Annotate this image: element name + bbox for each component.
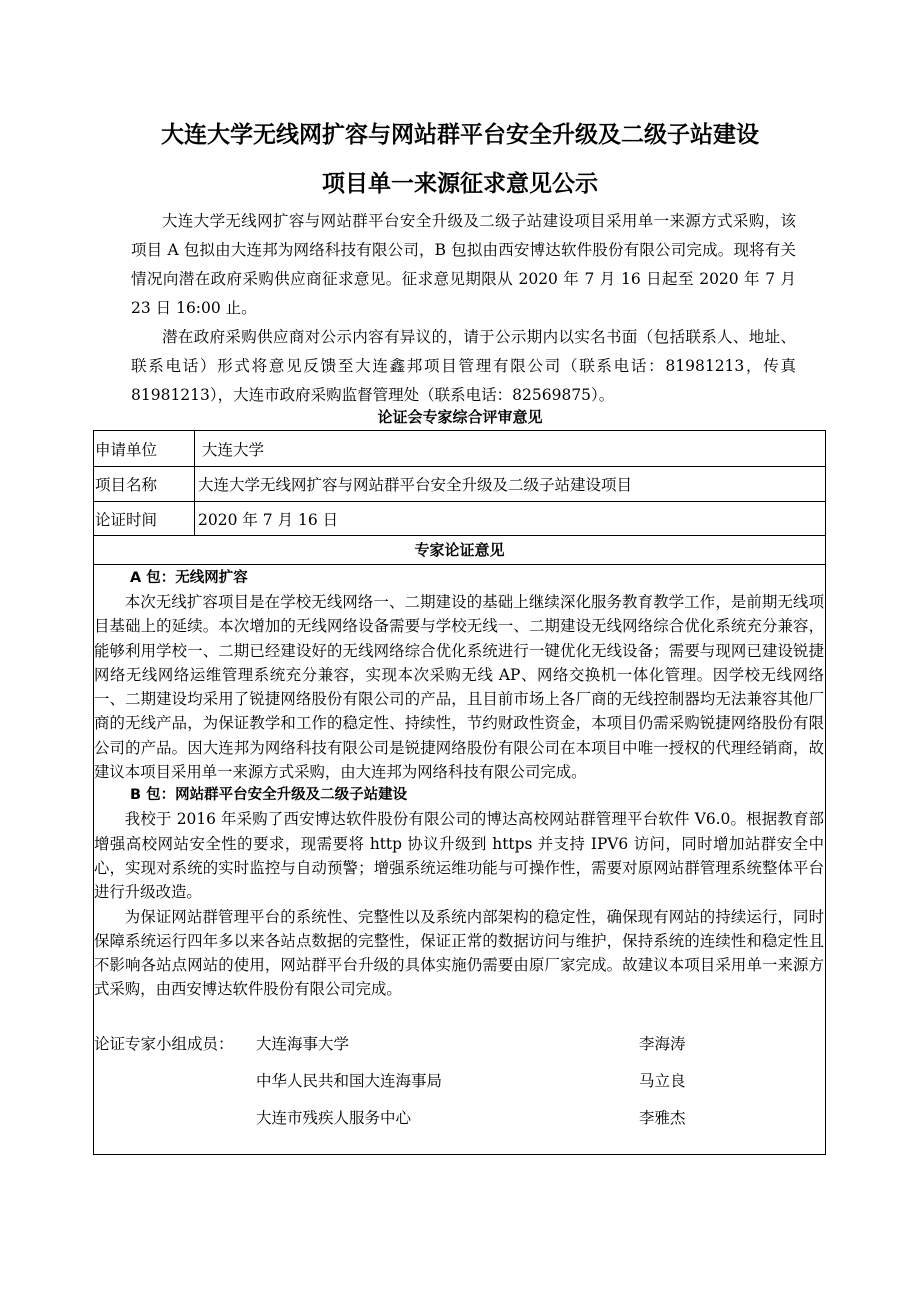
intro-paragraph-1: 大连大学无线网扩容与网站群平台安全升级及二级子站建设项目采用单一来源方式采购，该项目 A 包拟由大连邦为网络科技有限公司，B 包拟由西安博达软件股份有限公司完成。现将有关情况向潜在政府采购供应商征求意见。征求意见期限从 2020 年 7 月 16 日起至 2020 年 7 月 23 日 16:00 止。	[131, 212, 796, 317]
document-title-line2: 项目单一来源征求意见公示	[322, 171, 598, 197]
member-name: 马立良	[639, 1072, 686, 1090]
table-row-opinion-heading	[94, 536, 825, 565]
package-b-title: B 包：网站群平台安全升级及二级子站建设	[130, 787, 408, 804]
package-b-text-1: 我校于 2016 年采购了西安博达软件股份有限公司的博达高校网站群管理平台软件 V6.0。根据教育部增强高校网站安全性的要求，现需要将 http 协议升级到 https 并支持 IPV6 访问，同时增加站群安全中心，实现对系统的实时监控与自动预警；增强系统运维功能与可操作性，需要对原网站群管理系统整体平台进行升级改造。	[94, 810, 824, 902]
intro-paragraph-2: 潜在政府采购供应商对公示内容有异议的，请于公示期内以实名书面（包括联系人、地址、联系电话）形式将意见反馈至大连鑫邦项目管理有限公司（联系电话：81981213，传真 81981213），大连市政府采购监督管理处（联系电话：82569875）。	[131, 328, 796, 404]
table-row-project	[94, 467, 825, 502]
review-table	[93, 430, 826, 1155]
project-label: 项目名称	[94, 467, 195, 501]
package-b-text-2: 为保证网站群管理平台的系统性、完整性以及系统内部架构的稳定性，确保现有网站的持续运行，同时保障系统运行四年多以来各站点数据的完整性，保证正常的数据访问与维护，保持系统的连续性和稳定性且不影响各站点网站的使用，网站群平台升级的具体实施仍需要由原厂家完成。故建议本项目采用单一来源方式采购，由西安博达软件股份有限公司完成。	[94, 907, 824, 999]
member-org: 中华人民共和国大连海事局	[256, 1072, 443, 1090]
applicant-label: 申请单位	[94, 431, 195, 466]
member-row	[94, 1025, 825, 1062]
member-org: 大连市残疾人服务中心	[256, 1109, 412, 1127]
member-row	[94, 1099, 825, 1136]
date-value: 2020 年 7 月 16 日	[198, 510, 339, 529]
package-a-title: A 包：无线网扩容	[130, 570, 248, 586]
member-name: 李海涛	[639, 1035, 686, 1053]
intro-section	[131, 207, 796, 410]
table-caption: 论证会专家综合评审意见	[377, 408, 543, 426]
package-a-text: 本次无线扩容项目是在学校无线网络一、二期建设的基础上继续深化服务教育教学工作，是前期无线项目基础上的延续。本次增加的无线网络设备需要与学校无线一、二期建设无线网络综合优化系统充分兼容，能够利用学校一、二期已经建设好的无线网络综合优化系统进行一键优化无线设备；需要与现网已建设锐捷网络无线网络运维管理系统充分兼容，实现本次采购无线 AP、网络交换机一体化管理。因学校无线网络一、二期建设均采用了锐捷网络股份有限公司的产品，且目前市场上各厂商的无线控制器均无法兼容其他厂商的无线产品，为保证教学和工作的稳定性、持续性，节约财政性资金，本项目仍需采购锐捷网络股份有限公司的产品。因大连邦为网络科技有限公司是锐捷网络股份有限公司在本项目中唯一授权的代理经销商，故建议本项目采用单一来源方式采购，由大连邦为网络科技有限公司完成。	[94, 593, 824, 782]
member-name: 李雅杰	[639, 1109, 686, 1127]
member-org: 大连海事大学	[256, 1035, 350, 1053]
expert-members	[94, 1025, 825, 1136]
members-label: 论证专家小组成员：	[94, 1035, 234, 1053]
table-row-applicant	[94, 431, 825, 467]
opinion-heading: 专家论证意见	[414, 541, 505, 559]
member-row	[94, 1062, 825, 1099]
opinion-body	[94, 567, 825, 1002]
document-title-line1: 大连大学无线网扩容与网站群平台安全升级及二级子站建设	[161, 122, 759, 148]
date-label: 论证时间	[94, 502, 195, 535]
table-row-date	[94, 502, 825, 536]
applicant-value: 大连大学	[202, 440, 265, 459]
project-value: 大连大学无线网扩容与网站群平台安全升级及二级子站建设项目	[198, 476, 633, 494]
